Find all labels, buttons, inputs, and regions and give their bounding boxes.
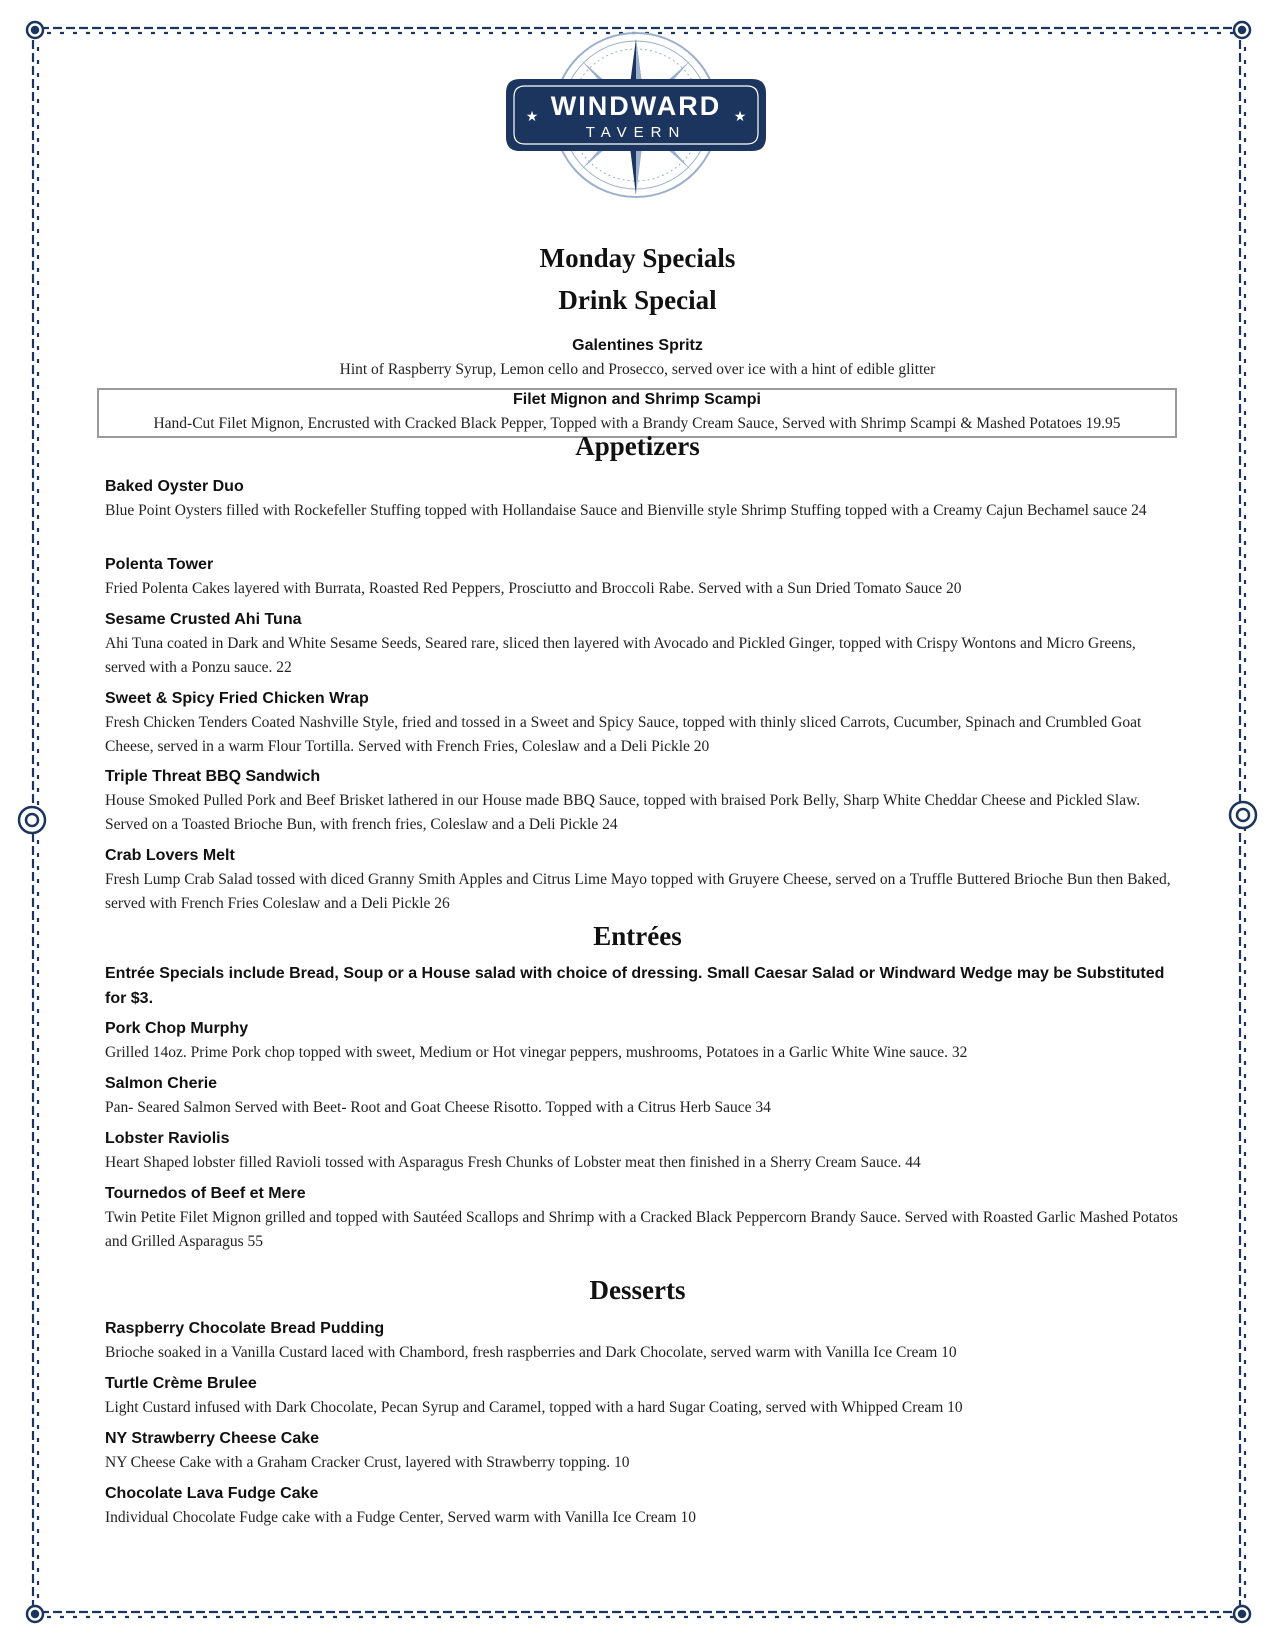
menu-item-name: Lobster Raviolis [105, 1130, 230, 1147]
logo-line2: TAVERN [585, 124, 687, 141]
menu-item-desc: NY Cheese Cake with a Graham Cracker Crust, layered with Strawberry topping. 10 [105, 1454, 630, 1471]
entrees-heading: Entrées [593, 921, 682, 951]
menu-item-name: Raspberry Chocolate Bread Pudding [105, 1320, 385, 1337]
monday-specials-heading: Monday Specials [539, 243, 736, 273]
menu-item-name: Sesame Crusted Ahi Tuna [105, 611, 302, 628]
menu-item-desc: Light Custard infused with Dark Chocolate, Pecan Syrup and Caramel, topped with a hard Sugar Coating, served with Whipped Cream 10 [105, 1399, 963, 1416]
menu-item-desc: Twin Petite Filet Mignon grilled and topped with Sautéed Scallops and Shrimp with a Cracked Black Peppercorn Brandy Sauce. Served with Roasted Garlic Mashed Potatos and Grilled Asparagus 55 [105, 1209, 1178, 1250]
drink-special-name: Galentines Spritz [572, 337, 703, 354]
menu-item-desc: Ahi Tuna coated in Dark and White Sesame Seeds, Seared rare, sliced then layered with Avocado and Pickled Ginger, topped with Crispy Wontons and Micro Greens, served with a Ponzu sauce. 22 [105, 635, 1136, 676]
menu-item-name: Tournedos of Beef et Mere [105, 1185, 306, 1202]
menu-item-desc: Grilled 14oz. Prime Pork chop topped with sweet, Medium or Hot vinegar peppers, mushrooms, Potatoes in a Garlic White Wine sauce. 32 [105, 1044, 968, 1061]
menu-item-name: Turtle Crème Brulee [105, 1375, 257, 1392]
logo-line1: WINDWARD [550, 91, 722, 121]
menu-item-name: NY Strawberry Cheese Cake [105, 1430, 320, 1447]
windward-tavern-logo [0, 0, 1275, 210]
featured-special-name: Filet Mignon and Shrimp Scampi [512, 391, 761, 408]
entrees-note: Entrée Specials include Bread, Soup or a House salad with choice of dressing. Small Caesar Salad or Windward Wedge may be Substituted for $3. [105, 965, 1165, 1007]
menu-item-name: Triple Threat BBQ Sandwich [105, 768, 321, 785]
menu-item-desc: Blue Point Oysters filled with Rockefeller Stuffing topped with Hollandaise Sauce and Bienville style Shrimp Stuffing topped with a Creamy Cajun Bechamel sauce 24 [105, 502, 1147, 519]
menu-item-name: Polenta Tower [105, 556, 214, 573]
drink-special-heading: Drink Special [558, 285, 717, 315]
menu-item-name: Salmon Cherie [105, 1075, 218, 1092]
menu-item-desc: Brioche soaked in a Vanilla Custard laced with Chambord, fresh raspberries and Dark Chocolate, served warm with Vanilla Ice Cream 10 [105, 1344, 957, 1361]
drink-special-desc: Hint of Raspberry Syrup, Lemon cello and Prosecco, served over ice with a hint of edible glitter [339, 361, 936, 378]
menu-item-name: Chocolate Lava Fudge Cake [105, 1485, 319, 1502]
menu-item-desc: Heart Shaped lobster filled Ravioli tossed with Asparagus Fresh Chunks of Lobster meat then finished in a Sherry Cream Sauce. 44 [105, 1154, 921, 1171]
featured-special-desc: Hand-Cut Filet Mignon, Encrusted with Cracked Black Pepper, Topped with a Brandy Cream Sauce, Served with Shrimp Scampi & Mashed Potatoes 19.95 [153, 415, 1121, 432]
menu-item-name: Sweet & Spicy Fried Chicken Wrap [105, 690, 369, 707]
menu-item-desc: Individual Chocolate Fudge cake with a Fudge Center, Served warm with Vanilla Ice Cream 10 [105, 1509, 696, 1526]
appetizers-heading: Appetizers [575, 431, 700, 461]
menu-item-desc: Fresh Chicken Tenders Coated Nashville Style, fried and tossed in a Sweet and Spicy Sauce, topped with thinly sliced Carrots, Cucumber, Spinach and Crumbled Goat Cheese, served in a warm Flour Tortilla. Served with French Fries, Coleslaw and a Deli Pickle 20 [105, 714, 1142, 755]
menu-item-name: Baked Oyster Duo [105, 478, 244, 495]
svg-text:★: ★ [525, 109, 539, 125]
menu-item-desc: House Smoked Pulled Pork and Beef Brisket lathered in our House made BBQ Sauce, topped with braised Pork Belly, Sharp White Cheddar Cheese and Pickled Slaw. Served on a Toasted Brioche Bun, with french fries, Coleslaw and a Deli Pickle 24 [105, 792, 1141, 833]
menu-item-name: Pork Chop Murphy [105, 1020, 249, 1037]
menu-item-name: Crab Lovers Melt [105, 847, 235, 864]
svg-text:★: ★ [733, 109, 747, 125]
menu-item-desc: Fried Polenta Cakes layered with Burrata, Roasted Red Peppers, Prosciutto and Broccoli Rabe. Served with a Sun Dried Tomato Sauce 20 [105, 580, 962, 597]
menu-item-desc: Pan- Seared Salmon Served with Beet- Root and Goat Cheese Risotto. Topped with a Citrus Herb Sauce 34 [105, 1099, 771, 1116]
desserts-heading: Desserts [589, 1275, 686, 1305]
menu-item-desc: Fresh Lump Crab Salad tossed with diced Granny Smith Apples and Citrus Lime Mayo topped with Gruyere Cheese, served on a Truffle Buttered Brioche Bun then Baked, served with French Fries Coleslaw and a Deli Pickle 26 [105, 871, 1171, 912]
